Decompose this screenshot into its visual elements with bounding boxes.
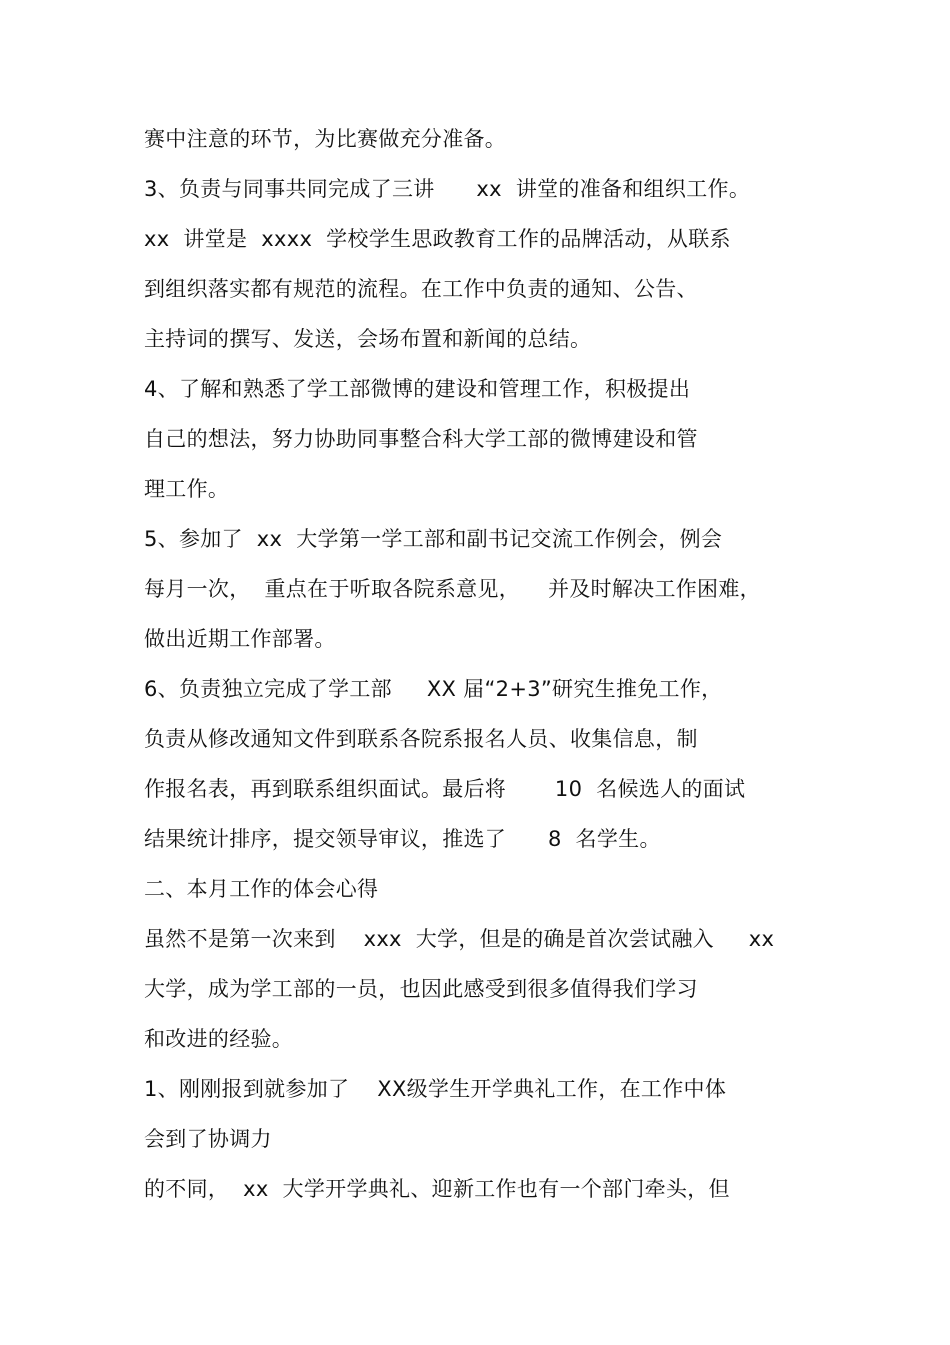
text-line: 会到了协调力 [144, 1127, 272, 1151]
text-line: 做出近期工作部署。 [144, 627, 336, 651]
text-line: 5、参加了 xx 大学第一学工部和副书记交流工作例会，例会 [144, 527, 723, 551]
text-line: 主持词的撰写、发送，会场布置和新闻的总结。 [144, 327, 592, 351]
text-line: 3、负责与同事共同完成了三讲 xx 讲堂的准备和组织工作。 [144, 177, 751, 201]
text-line: 到组织落实都有规范的流程。在工作中负责的通知、公告、 [144, 277, 698, 301]
text-line: 1、刚刚报到就参加了 XX级学生开学典礼工作，在工作中体 [144, 1077, 727, 1101]
text-line: 自己的想法，努力协助同事整合科大学工部的微博建设和管 [144, 427, 698, 451]
section-heading: 二、本月工作的体会心得 [144, 877, 379, 901]
text-line: 和改进的经验。 [144, 1027, 294, 1051]
text-line: 每月一次， 重点在于听取各院系意见， 并及时解决工作困难， [144, 577, 761, 601]
text-line: 大学，成为学工部的一员，也因此感受到很多值得我们学习 [144, 977, 698, 1001]
text-line: 6、负责独立完成了学工部 XX 届“2+3”研究生推免工作， [144, 677, 723, 701]
text-line: 的不同， xx 大学开学典礼、迎新工作也有一个部门牵头，但 [144, 1177, 730, 1201]
text-line: 虽然不是第一次来到 xxx 大学，但是的确是首次尝试融入 xx [144, 927, 775, 951]
text-line: 赛中注意的环节，为比赛做充分准备。 [144, 127, 507, 151]
text-line: 理工作。 [144, 477, 230, 501]
text-line: 作报名表，再到联系组织面试。最后将 10 名候选人的面试 [144, 777, 746, 801]
text-line: 4、了解和熟悉了学工部微博的建设和管理工作，积极提出 [144, 377, 691, 401]
text-line: 结果统计排序，提交领导审议，推选了 8 名学生。 [144, 827, 661, 851]
text-line: 负责从修改通知文件到联系各院系报名人员、收集信息，制 [144, 727, 698, 751]
text-line: xx 讲堂是 xxxx 学校学生思政教育工作的品牌活动，从联系 [144, 227, 731, 251]
